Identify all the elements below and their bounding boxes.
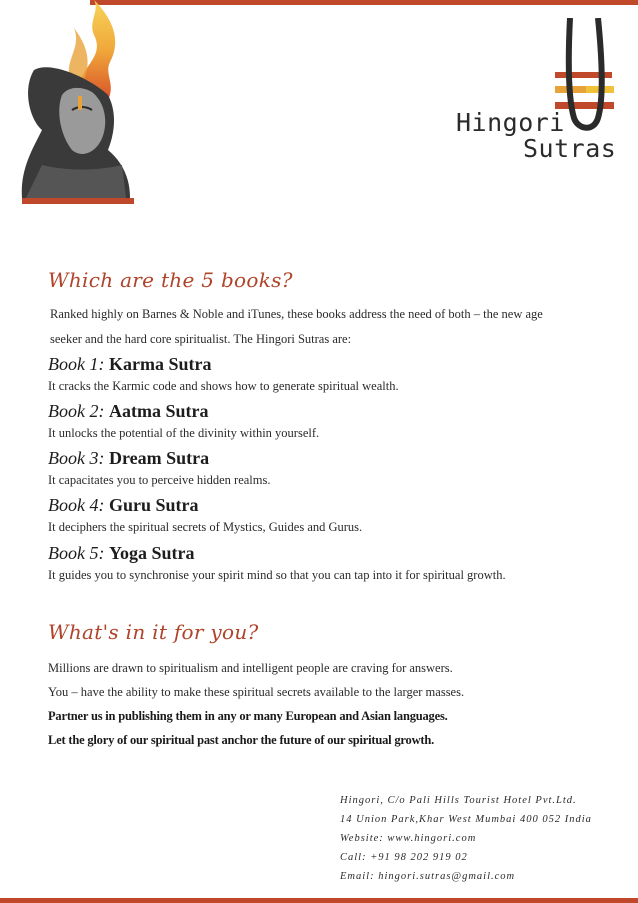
book-name: Guru Sutra bbox=[108, 495, 199, 515]
book-entry-2 bbox=[48, 401, 319, 441]
intro-paragraph bbox=[50, 302, 610, 352]
logo-wordmark-hingori: Hingori bbox=[456, 108, 565, 137]
book-entry-4 bbox=[48, 495, 362, 535]
book-name: Aatma Sutra bbox=[108, 401, 209, 421]
book-entry-3 bbox=[48, 448, 270, 488]
top-accent-bar bbox=[90, 0, 638, 5]
book-entry-5 bbox=[48, 543, 506, 583]
book-title bbox=[48, 495, 362, 516]
benefit-line-4: Let the glory of our spiritual past anchor the future of our spiritual growth. bbox=[48, 733, 435, 747]
book-entry-1 bbox=[48, 354, 399, 394]
contact-email[interactable]: Email: hingori.sutras@gmail.com bbox=[340, 871, 516, 882]
contact-block bbox=[340, 791, 630, 886]
intro-line-2: seeker and the hard core spiritualist. The Hingori Sutras are: bbox=[50, 332, 352, 346]
book-description: It capacitates you to perceive hidden realms. bbox=[48, 473, 271, 487]
benefit-line-3: Partner us in publishing them in any or many European and Asian languages. bbox=[48, 709, 448, 723]
book-number: Book 4: bbox=[48, 495, 105, 515]
book-number: Book 5: bbox=[48, 543, 105, 563]
benefits-paragraph bbox=[48, 656, 608, 752]
contact-phone: Call: +91 98 202 919 02 bbox=[340, 852, 468, 863]
book-description: It guides you to synchronise your spirit mind so that you can tap into it for spiritual growth. bbox=[48, 568, 506, 582]
book-title bbox=[48, 401, 319, 422]
intro-line-1: Ranked highly on Barnes & Noble and iTunes, these books address the need of both – the new age bbox=[50, 307, 543, 321]
section-heading-books: Which are the 5 books? bbox=[48, 268, 293, 292]
contact-company: Hingori, C/o Pali Hills Tourist Hotel Pvt.Ltd. bbox=[340, 795, 577, 806]
book-number: Book 2: bbox=[48, 401, 105, 421]
benefit-line-2: You – have the ability to make these spiritual secrets available to the larger masses. bbox=[48, 685, 465, 699]
book-name: Yoga Sutra bbox=[108, 543, 195, 563]
book-title bbox=[48, 448, 270, 469]
book-title bbox=[48, 354, 399, 375]
book-description: It cracks the Karmic code and shows how to generate spiritual wealth. bbox=[48, 379, 399, 393]
book-number: Book 1: bbox=[48, 354, 105, 374]
bottom-accent-bar bbox=[0, 898, 638, 903]
book-title bbox=[48, 543, 506, 564]
section-heading-benefits: What's in it for you? bbox=[48, 620, 259, 644]
benefit-line-1: Millions are drawn to spiritualism and intelligent people are craving for answers. bbox=[48, 661, 453, 675]
book-description: It deciphers the spiritual secrets of Mystics, Guides and Gurus. bbox=[48, 520, 363, 534]
contact-address: 14 Union Park,Khar West Mumbai 400 052 India bbox=[340, 814, 592, 825]
book-name: Karma Sutra bbox=[108, 354, 212, 374]
contact-website[interactable]: Website: www.hingori.com bbox=[340, 833, 477, 844]
book-name: Dream Sutra bbox=[108, 448, 210, 468]
logo-wordmark-sutras: Sutras bbox=[523, 134, 617, 163]
book-description: It unlocks the potential of the divinity within yourself. bbox=[48, 426, 320, 440]
book-number: Book 3: bbox=[48, 448, 105, 468]
guru-portrait-illustration bbox=[12, 0, 137, 205]
